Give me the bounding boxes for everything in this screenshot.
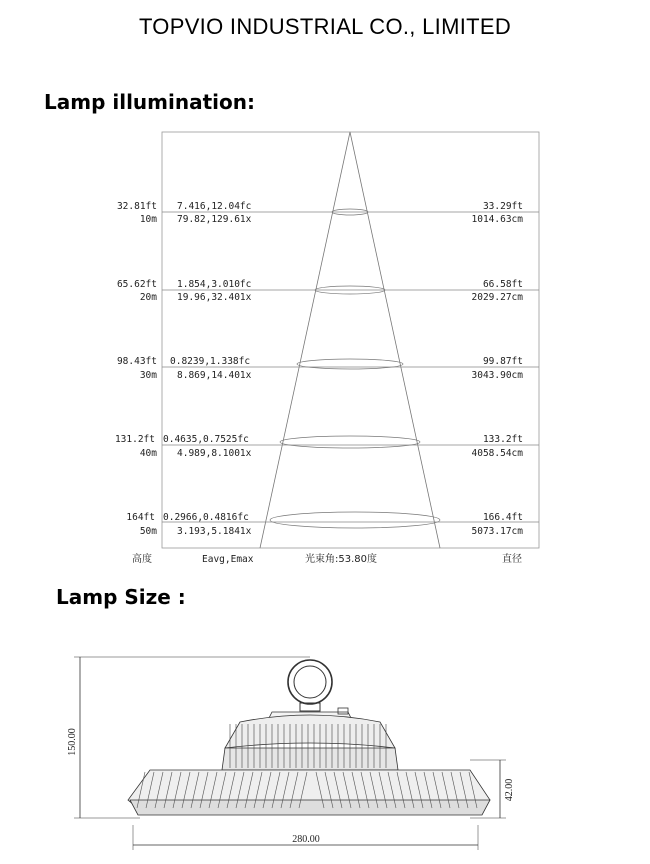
row-20m [117,279,539,303]
height-ft: 131.2ft [114,434,155,445]
illuminance-fc: 0.4635,0.7525fc [163,434,249,445]
diameter-cm: 4058.54cm [471,448,523,459]
diameter-ft: 133.2ft [482,434,523,445]
row-40m [115,434,539,459]
illuminance-fc: 0.8239,1.338fc [170,356,251,367]
height-m: 50m [139,526,157,537]
illuminance-fc: 1.854,3.010fc [177,279,252,290]
row-30m [117,356,539,381]
illuminance-lx: 79.82,129.61x [177,214,252,225]
height-ft: 98.43ft [116,356,157,367]
height-ft: 164ft [126,512,155,523]
illuminance-lx: 3.193,5.1841x [177,526,252,537]
height-m: 10m [139,214,157,225]
height-m: 20m [139,292,157,303]
illuminance-fc: 0.2966,0.4816fc [163,512,249,523]
height-m: 40m [139,448,157,459]
height-ft: 65.62ft [116,279,157,290]
footer-beam-angle: 光束角:53.80度 [305,554,377,565]
beam-ellipse [280,436,420,448]
lamp-base [128,770,490,815]
diameter-cm: 5073.17cm [471,526,523,537]
height-ft: 32.81ft [116,201,157,212]
diameter-cm: 2029.27cm [471,292,523,303]
diameter-cm: 3043.90cm [471,370,523,381]
diameter-ft: 99.87ft [482,356,523,367]
width-dimension: 280.00 [292,834,320,845]
hanging-ring [288,660,332,704]
illuminance-fc: 7.416,12.04fc [177,201,252,212]
diameter-ft: 166.4ft [482,512,523,523]
footer-diameter-label: 直径 [502,554,522,565]
height-dimension: 150.00 [67,728,78,756]
diameter-ft: 33.29ft [482,201,523,212]
illuminance-lx: 19.96,32.401x [177,292,252,303]
diameter-cm: 1014.63cm [471,214,523,225]
height-m: 30m [139,370,157,381]
illuminance-lx: 8.869,14.401x [177,370,252,381]
body-height-dimension: 42.00 [504,778,515,802]
illuminance-lx: 4.989,8.1001x [177,448,252,459]
footer-eavg-label: Eavg,Emax [202,554,254,565]
diameter-ft: 66.58ft [482,279,523,290]
row-50m [126,512,539,537]
row-10m [117,201,539,225]
illumination-heading: Lamp illumination: [44,90,255,114]
beam-cone [260,132,440,548]
size-heading: Lamp Size : [56,585,186,609]
beam-ellipse [270,512,440,528]
diagram-frame [162,132,539,548]
beam-ellipse [297,359,403,369]
company-name: TOPVIO INDUSTRIAL CO., LIMITED [138,14,512,39]
footer-height-label: 高度 [132,554,152,565]
